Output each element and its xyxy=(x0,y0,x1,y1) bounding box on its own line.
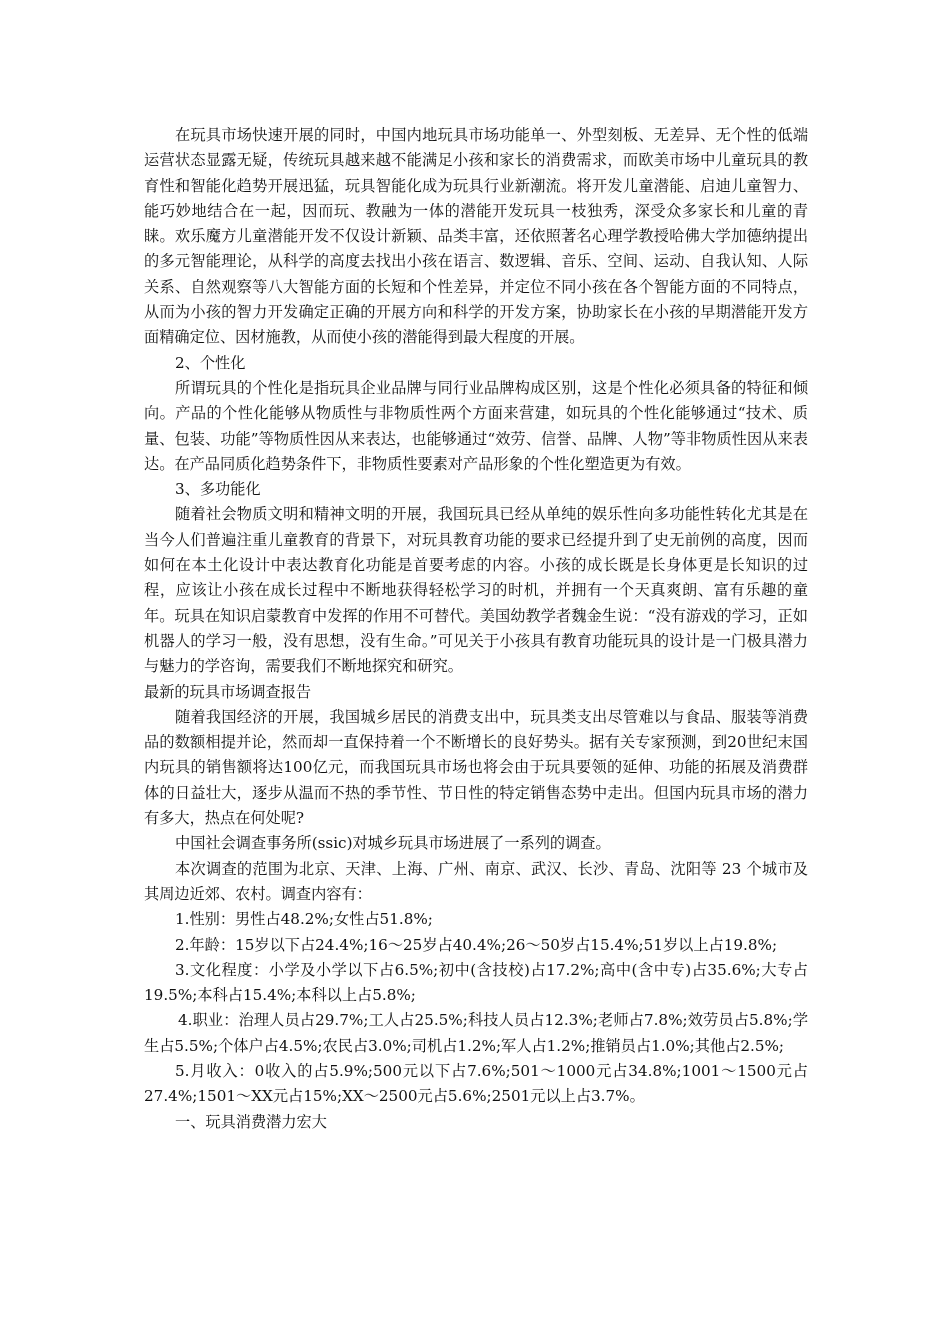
list-item-education: 3.文化程度：小学及小学以下占6.5%;初中(含技校)占17.2%;高中(含中专)占35.6%;大专占19.5%;本科占15.4%;本科以上占5.8%; xyxy=(144,960,808,1005)
section-title-survey-report: 最新的玩具市场调查报告 xyxy=(144,682,312,701)
paragraph-multifunction: 随着社会物质文明和精神文明的开展，我国玩具已经从单纯的娱乐性向多功能性转化尤其是在当今人们普遍注重儿童教育的背景下，对玩具教育功能的要求已经提升到了史无前例的高度，因而如何在本土化设计中表达教育化功能是首要考虑的内容。小孩的成长既是长身体更是长知识的过程，应该让小孩在成长过程中不断地获得轻松学习的时机，并拥有一个天真爽朗、富有乐趣的童年。玩具在知识启蒙教育中发挥的作用不可替代。美国幼教学者魏金生说：“没有游戏的学习，正如机器人的学习一般，没有思想，没有生命。”可见关于小孩具有教育功能玩具的设计是一门极具潜力与魅力的学咨询，需要我们不断地探究和研究。 xyxy=(144,505,808,676)
list-item-occupation: 4.职业：治理人员占29.7%;工人占25.5%;科技人员占12.3%;老师占7.8%;效劳员占5.8%;学生占5.5%;个体户占4.5%;农民占3.0%;司机占1.2%;军人占1.2%;推销员占1.0%;其他占2.5%; xyxy=(144,1011,808,1055)
heading-consumption-potential: 一、玩具消费潜力宏大 xyxy=(175,1112,327,1131)
heading-personalization: 2、个性化 xyxy=(175,353,246,372)
list-item-income: 5.月收入：0收入的占5.9%;500元以下占7.6%;501～1000元占34.8%;1001～1500元占27.4%;1501～XX元占15%;XX～2500元占5.6%;2501元以上占3.7%。 xyxy=(144,1061,808,1106)
heading-multifunction: 3、多功能化 xyxy=(175,480,261,499)
paragraph-personalization: 所谓玩具的个性化是指玩具企业品牌与同行业品牌构成区别，这是个性化必须具备的特征和倾向。产品的个性化能够从物质性与非物质性两个方面来营建，如玩具的个性化能够通过“技术、质量、包装、功能”等物质性因从来表达，也能够通过“效劳、信誉、品牌、人物”等非物质性因从来表达。在产品同质化趋势条件下，非物质性要素对产品形象的个性化塑造更为有效。 xyxy=(144,378,808,473)
paragraph-survey-scope: 本次调查的范围为北京、天津、上海、广州、南京、武汉、长沙、青岛、沈阳等 23 个城市及其周边近郊、农村。调查内容有： xyxy=(144,859,808,903)
paragraph-smart-toys: 在玩具市场快速开展的同时，中国内地玩具市场功能单一、外型刻板、无差异、无个性的低端运营状态显露无疑，传统玩具越来越不能满足小孩和家长的消费需求，而欧美市场中儿童玩具的教育性和智能化趋势开展迅猛，玩具智能化成为玩具行业新潮流。将开发儿童潜能、启迪儿童智力、能巧妙地结合在一起，因而玩、教融为一体的潜能开发玩具一枝独秀，深受众多家长和儿童的青睐。欢乐魔方儿童潜能开发不仅设计新颖、品类丰富，还依照著名心理学教授哈佛大学加德纳提出的多元智能理论，从科学的高度去找出小孩在语言、数逻辑、音乐、空间、运动、自我认知、人际关系、自然观察等八大智能方面的长短和个性差异，并定位不同小孩在各个智能方面的不同特点，从而为小孩的智力开发确定正确的开展方向和科学的开发方案，协助家长在小孩的早期潜能开发方面精确定位、因材施教，从而使小孩的潜能得到最大程度的开展。 xyxy=(144,126,808,347)
paragraph-survey-agency: 中国社会调查事务所(ssic)对城乡玩具市场进展了一系列的调查。 xyxy=(175,834,611,853)
list-item-age: 2.年龄：15岁以下占24.4%;16～25岁占40.4%;26～50岁占15.4%;51岁以上占19.8%; xyxy=(175,935,778,954)
paragraph-market-overview: 随着我国经济的开展，我国城乡居民的消费支出中，玩具类支出尽管难以与食品、服装等消费品的数额相提并论，然而却一直保持着一个不断增长的良好势头。据有关专家预测，到20世纪末国内玩具的销售额将达100亿元，而我国玩具市场也将会由于玩具要领的延伸、功能的拓展及消费群体的日益壮大，逐步从温而不热的季节性、节日性的特定销售态势中走出。但国内玩具市场的潜力有多大，热点在何处呢? xyxy=(144,707,808,828)
document-page xyxy=(144,123,808,1135)
list-item-gender: 1.性别：男性占48.2%;女性占51.8%; xyxy=(175,910,433,929)
